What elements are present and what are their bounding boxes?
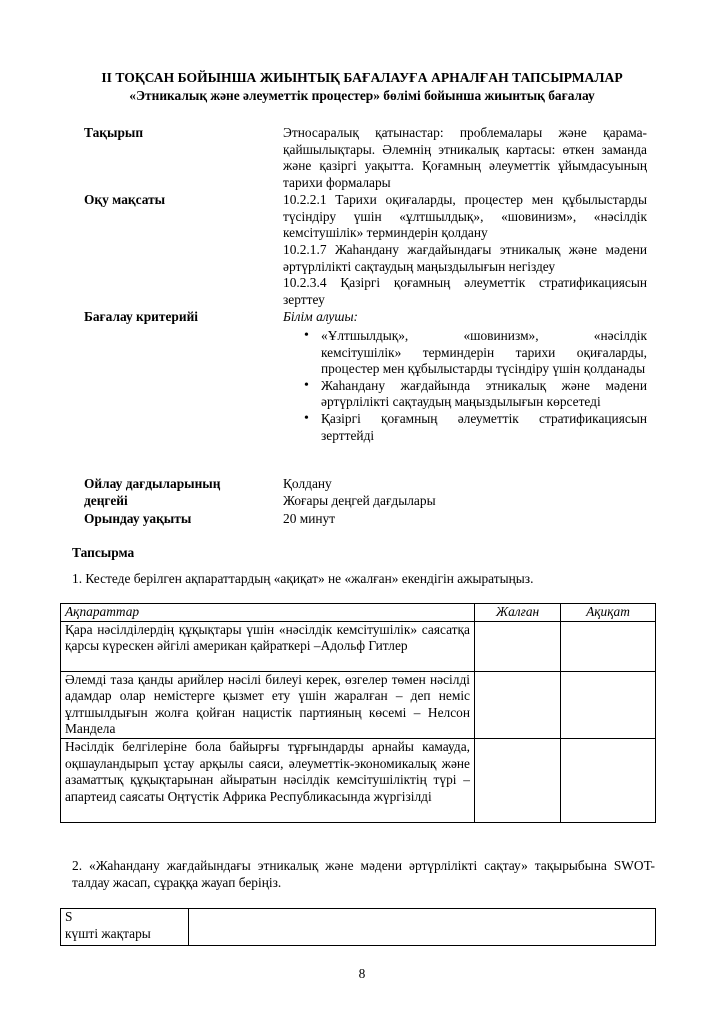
swot-letter: S <box>65 909 73 924</box>
thinking-value-2: Жоғары деңгей дағдылары <box>283 493 436 508</box>
time-value: 20 минут <box>283 511 336 526</box>
statement-cell: Әлемді таза қанды арийлер нәсілі билеуі керек, өзгелер төмен нәсілді адамдар олар немістерге қызмет ету үшін жаралған – деп неміс ұлтшылдығын жолға қойған нацистік партияның көсемі – Нелсон Мандела <box>61 671 475 738</box>
question-1: 1. Кестеде берілген ақпараттардың «ақиқат» не «жалған» екендігін ажыратыңыз. <box>72 571 534 586</box>
false-answer-cell[interactable] <box>475 671 561 738</box>
criteria-list <box>283 328 651 444</box>
table-row <box>61 671 656 738</box>
document-title: ІІ ТОҚСАН БОЙЫНША ЖИЫНТЫҚ БАҒАЛАУҒА АРНАЛҒАН ТАПСЫРМАЛАР <box>101 70 623 85</box>
header-false: Жалған <box>475 604 561 622</box>
topic-label: Тақырып <box>84 125 144 140</box>
document-subtitle: «Этникалық және әлеуметтік процестер» бөлімі бойынша жиынтық бағалау <box>129 88 595 103</box>
statement-cell: Нәсілдік белгілеріне бола байырғы тұрғындарды арнайы камауда, оқшауландырып ұстау арқылы саяси, әлеуметтік-экономикалық және азаматтық құқықтарынан айыратын нәсілдік кемсітушіліктің түрі – апартеид саясаты Оңтүстік Африка Республикасында жүргізілді <box>61 738 475 822</box>
swot-row-strengths <box>61 909 656 946</box>
truth-table <box>60 603 656 823</box>
criteria-item: • «Ұлтшылдық», «шовинизм», «нәсілдік кемсітушілік» терминдерін тарихи оқиғаларды, процестер мен құбылыстарды түсіндіру үшін қолданады <box>321 328 647 378</box>
page-number: 8 <box>358 966 366 981</box>
false-answer-cell[interactable] <box>475 738 561 822</box>
criteria-label: Бағалау критерийі <box>84 309 199 324</box>
header-true: Ақиқат <box>561 604 656 622</box>
header-info: Ақпараттар <box>61 604 475 622</box>
topic-value: Этносаралық қатынастар: проблемалары және қарама-қайшылықтары. Әлемнің этникалық картасы: өткен заманда және қазіргі уақытта. Қоғамның әлеуметтік ұйымдасуының тарихи формалары <box>283 125 647 190</box>
false-answer-cell[interactable] <box>475 621 561 671</box>
question-2: 2. «Жаһандану жағдайындағы этникалық және мәдени әртүрлілікті сақтау» тақырыбына SWOT-талдау жасап, сұраққа жауап беріңіз. <box>72 858 655 890</box>
criteria-item: • Қазіргі қоғамның әлеуметтік стратификациясын зерттейді <box>321 411 647 444</box>
criteria-intro: Білім алушы: <box>283 309 359 324</box>
swot-label: күшті жақтары <box>65 925 151 941</box>
true-answer-cell[interactable] <box>561 671 656 738</box>
swot-label-cell <box>61 909 189 946</box>
true-answer-cell[interactable] <box>561 738 656 822</box>
criteria-item: • Жаһандану жағдайында этникалық және мәдени әртүрлілікті сақтаудың маңыздылығын көрсетеді <box>321 378 647 411</box>
table-row <box>61 621 656 671</box>
true-answer-cell[interactable] <box>561 621 656 671</box>
objective-2: 10.2.1.7 Жаһандану жағдайындағы этникалық және мәдени әртүрлілікті сақтаудың маңыздылығын негіздеу <box>283 242 647 274</box>
table-row <box>61 738 656 822</box>
swot-table <box>60 908 656 946</box>
thinking-value-1: Қолдану <box>283 476 332 491</box>
objective-3: 10.2.3.4 Қазіргі қоғамның әлеуметтік стратификациясын зерттеу <box>283 275 647 307</box>
time-label: Орындау уақыты <box>84 511 192 526</box>
statement-cell: Қара нәсілділердің құқықтары үшін «нәсілдік кемсітушілік» саясатқа қарсы күрескен әйгілі американ қайраткері –Адольф Гитлер <box>61 621 475 671</box>
thinking-label-line1: Ойлау дағдыларының <box>84 476 221 491</box>
swot-answer-cell[interactable] <box>189 909 656 946</box>
truth-table-header <box>61 604 656 622</box>
task-section-title: Тапсырма <box>72 545 135 560</box>
objective-label: Оқу мақсаты <box>84 192 166 207</box>
objective-1: 10.2.2.1 Тарихи оқиғаларды, процестер мен құбылыстарды түсіндіру үшін «ұлтшылдық», «шовинизм», «нәсілдік кемсітушілік» терминдерін қолдану <box>283 192 647 241</box>
thinking-label-line2: деңгейі <box>84 493 128 508</box>
